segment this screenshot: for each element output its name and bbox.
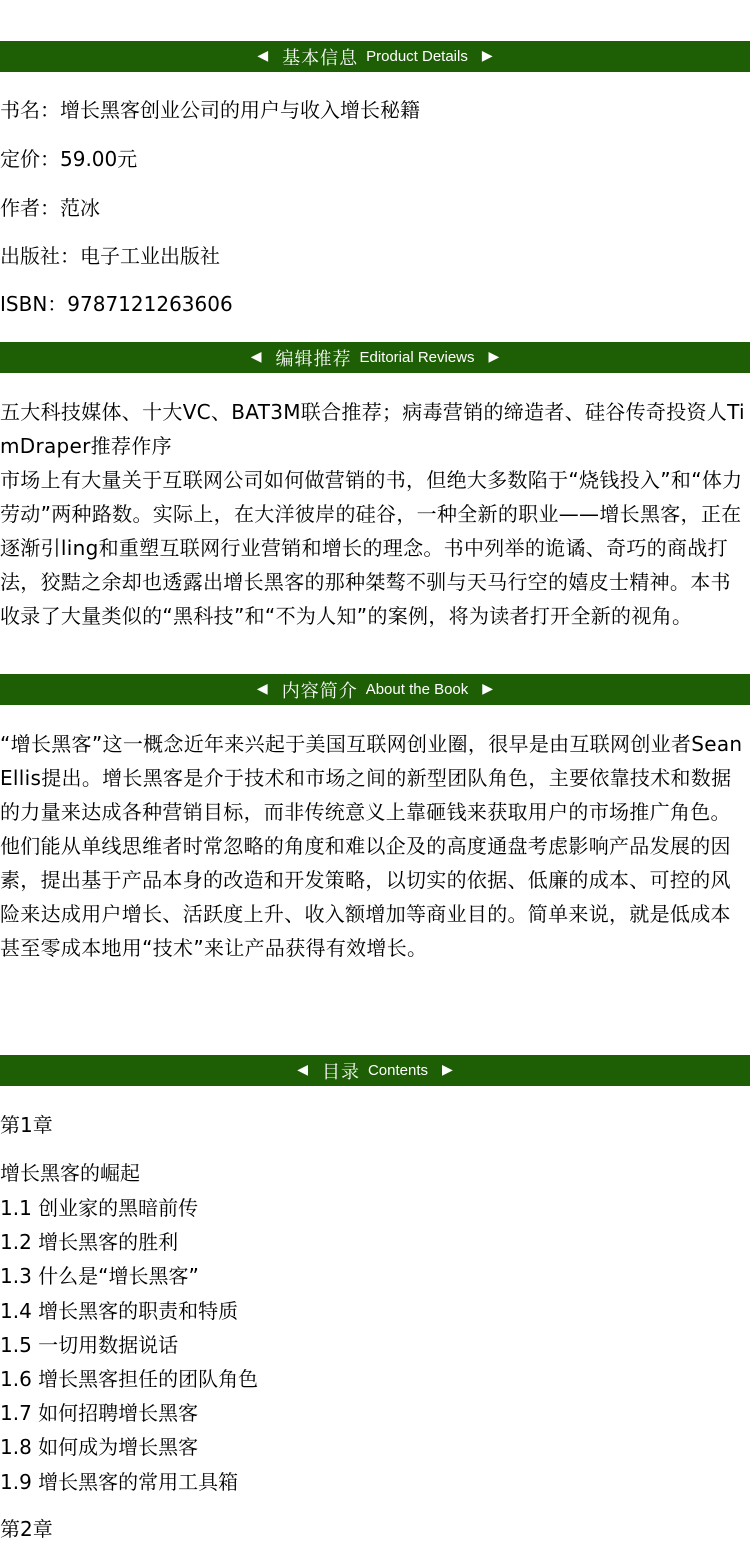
book-name: 书名：增长黑客创业公司的用户与收入增长秘籍: [0, 98, 420, 122]
section-header-contents: [0, 1055, 750, 1086]
arrow-right-icon: ▶: [442, 1062, 453, 1078]
arrow-right-icon: ▶: [488, 349, 500, 365]
toc-item: 1.8 如何成为增长黑客: [0, 1435, 199, 1460]
section-header-product-details: [0, 41, 750, 72]
book-price: 定价：59.00元: [0, 147, 138, 171]
toc-item: 1.2 增长黑客的胜利: [0, 1230, 179, 1255]
section-title-en: Editorial Reviews: [359, 349, 475, 366]
section-title-en: About the Book: [365, 681, 469, 698]
arrow-right-icon: ▶: [481, 48, 493, 64]
toc-item: 1.3 什么是“增长黑客”: [0, 1264, 199, 1289]
toc-item: 1.7 如何招聘增长黑客: [0, 1401, 199, 1426]
toc-list: [0, 1191, 258, 1499]
arrow-left-icon: ◀: [250, 349, 262, 365]
section-title-zh: 内容简介: [281, 680, 358, 702]
section-title-zh: 编辑推荐: [275, 348, 352, 370]
section-header-about-the-book: [0, 674, 750, 705]
arrow-right-icon: ▶: [482, 681, 494, 697]
toc-item: 1.6 增长黑客担任的团队角色: [0, 1367, 259, 1392]
toc-chapter-2: 第2章: [0, 1517, 53, 1541]
about-book-text: “增长黑客”这一概念近年来兴起于美国互联网创业圈，很早是由互联网创业者SeanEllis提出。增长黑客是介于技术和市场之间的新型团队角色，主要依靠技术和数据的力量来达成各种营销目标，而非传统意义上靠砸钱来获取用户的市场推广角色。他们能从单线思维者时常忽略的角度和难以企及的高度通盘考虑影响产品发展的因素，提出基于产品本身的改造和开发策略，以切实的依据、低廉的成本、可控的风险来达成用户增长、活跃度上升、收入额增加等商业目的。简单来说，就是低成本甚至零成本地用“技术”来让产品获得有效增长。: [0, 732, 743, 960]
toc-chapter-1-title: 增长黑客的崛起: [0, 1161, 140, 1185]
editorial-review-text: 五大科技媒体、十大VC、BAT3M联合推荐；病毒营销的缔造者、硅谷传奇投资人TimDraper推荐作序 市场上有大量关于互联网公司如何做营销的书，但绝大多数陷于“烧钱投入”和“体力劳动”两种路数。实际上，在大洋彼岸的硅谷，一种全新的职业——增长黑客，正在逐渐引ling和重塑互联网行业营销和增长的理念。书中列举的诡谲、奇巧的商战打法，狡黠之余却也透露出增长黑客的那种桀骜不驯与天马行空的嬉皮士精神。本书收录了大量类似的“黑科技”和“不为人知”的案例，将为读者打开全新的视角。: [0, 400, 745, 628]
arrow-left-icon: ◀: [256, 681, 268, 697]
arrow-left-icon: ◀: [257, 48, 269, 64]
book-author: 作者：范冰: [0, 196, 100, 220]
section-title-zh: 目录: [321, 1061, 360, 1083]
toc-item: 1.9 增长黑客的常用工具箱: [0, 1469, 239, 1494]
section-title-en: Product Details: [366, 48, 468, 65]
toc-item: 1.5 一切用数据说话: [0, 1332, 179, 1357]
arrow-left-icon: ◀: [297, 1062, 308, 1078]
book-isbn: ISBN：9787121263606: [0, 292, 233, 316]
section-title-en: Contents: [367, 1062, 429, 1079]
section-title-zh: 基本信息: [282, 47, 359, 69]
toc-item: 1.4 增长黑客的职责和特质: [0, 1298, 239, 1323]
toc-chapter-1: 第1章: [0, 1113, 53, 1137]
book-publisher: 出版社：电子工业出版社: [0, 244, 220, 268]
section-header-editorial-reviews: [0, 342, 750, 373]
toc-item: 1.1 创业家的黑暗前传: [0, 1196, 199, 1220]
